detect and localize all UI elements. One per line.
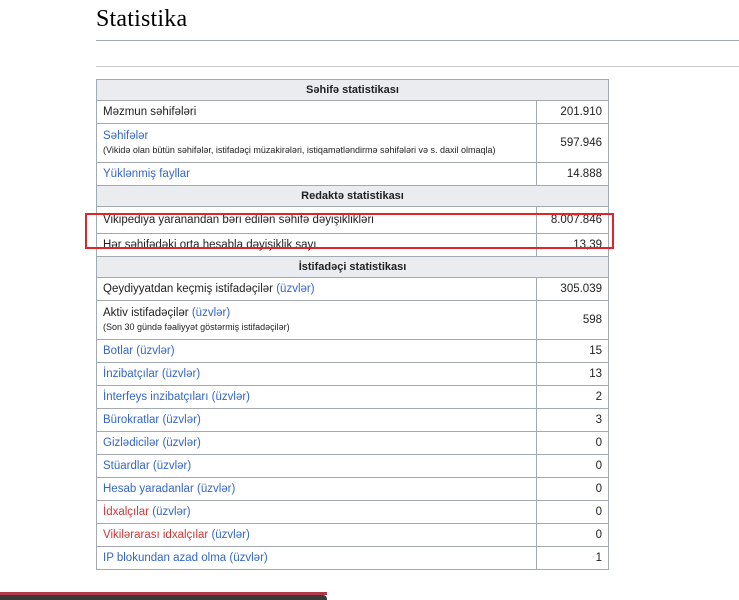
row-label-cell (97, 363, 537, 386)
group-link[interactable]: İnterfeys inzibatçıları (103, 391, 209, 403)
statistics-table (96, 79, 609, 570)
row-label-cell (97, 409, 537, 432)
group-link[interactable]: Gizlədicilər (103, 437, 160, 449)
table-row (97, 340, 609, 363)
group-link[interactable]: Bürokratlar (103, 414, 160, 426)
table-row (97, 432, 609, 455)
row-note: (Son 30 gündə fəaliyyət göstərmiş istifadəçilər) (103, 322, 290, 332)
row-label-cell (97, 386, 537, 409)
group-link[interactable]: İnzibatçılar (103, 368, 159, 380)
row-value: 0 (537, 524, 609, 547)
members-link[interactable]: (üzvlər) (276, 283, 315, 295)
row-label-cell (97, 455, 537, 478)
section-header-edits (97, 186, 609, 207)
members-link[interactable]: (üzvlər) (162, 437, 201, 449)
row-value: 0 (537, 478, 609, 501)
group-link[interactable]: IP blokundan azad olma (103, 552, 227, 564)
table-row (97, 501, 609, 524)
row-label-cell (97, 478, 537, 501)
uploaded-files-link[interactable]: Yüklənmiş fayllar (103, 168, 190, 180)
table-row (97, 101, 609, 124)
row-value: 13,39 (537, 234, 609, 257)
row-label-cell (97, 432, 537, 455)
table-row (97, 524, 609, 547)
row-label-cell (97, 278, 537, 301)
members-link[interactable]: (üzvlər) (211, 529, 250, 541)
table-row (97, 124, 609, 163)
row-value: 201.910 (537, 101, 609, 124)
row-value: 3 (537, 409, 609, 432)
row-label-cell (97, 163, 537, 186)
row-label-cell (97, 501, 537, 524)
group-link[interactable]: Botlar (103, 345, 134, 357)
group-link[interactable]: Hesab yaradanlar (103, 483, 194, 495)
row-value: 15 (537, 340, 609, 363)
members-link[interactable]: (üzvlər) (162, 414, 201, 426)
section-header-users (97, 257, 609, 278)
row-value: 1 (537, 547, 609, 570)
table-row (97, 409, 609, 432)
table-row-highlighted (97, 207, 609, 234)
members-link[interactable]: (üzvlər) (152, 460, 192, 472)
row-label-cell (97, 547, 537, 570)
row-label: Məzmun səhifələri (97, 101, 537, 124)
row-label-cell (97, 340, 537, 363)
table-row (97, 163, 609, 186)
row-label-cell (97, 301, 537, 340)
taskbar-strip (0, 595, 327, 600)
section-title: Redaktə statistikası (97, 186, 609, 207)
table-row (97, 455, 609, 478)
content-divider (96, 66, 739, 67)
members-link[interactable]: (üzvlər) (211, 391, 251, 403)
members-link[interactable]: (üzvlər) (196, 483, 236, 495)
row-label: Qeydiyyatdan keçmiş istifadəçilər (103, 283, 274, 295)
group-link[interactable]: Vikilərarası idxalçılar (103, 529, 209, 541)
table-row (97, 278, 609, 301)
table-row (97, 234, 609, 257)
row-value: 0 (537, 501, 609, 524)
section-header-pages (97, 80, 609, 101)
group-link[interactable]: İdxalçılar (103, 506, 150, 518)
section-title: İstifadəçi statistikası (97, 257, 609, 278)
page-title: Statistika (96, 6, 188, 32)
members-link[interactable]: (üzvlər) (229, 552, 268, 564)
row-value: 2 (537, 386, 609, 409)
table-row (97, 478, 609, 501)
row-value: 0 (537, 432, 609, 455)
row-value: 0 (537, 455, 609, 478)
row-note: (Vikidə olan bütün səhifələr, istifadəçi müzakirələri, istiqamətləndirmə səhifələri və s. daxil olmaqla) (103, 145, 496, 155)
section-title: Səhifə statistikası (97, 80, 609, 101)
row-value: 14.888 (537, 163, 609, 186)
members-link[interactable]: (üzvlər) (152, 506, 191, 518)
row-label-cell (97, 524, 537, 547)
table-row (97, 363, 609, 386)
group-link[interactable]: Stüardlar (103, 460, 150, 472)
row-label: Aktiv istifadəçilər (103, 307, 189, 319)
members-link[interactable]: (üzvlər) (191, 307, 231, 319)
row-value: 13 (537, 363, 609, 386)
row-value: 8.007.846 (537, 207, 609, 234)
members-link[interactable]: (üzvlər) (161, 368, 201, 380)
row-value: 305.039 (537, 278, 609, 301)
row-label: Hər səhifədəki orta hesabla dəyişiklik sayı (97, 234, 537, 257)
row-label: Vikipediya yaranandan bəri edilən səhifə dəyişiklikləri (97, 207, 537, 234)
table-row (97, 547, 609, 570)
row-label-cell (97, 124, 537, 163)
table-row (97, 301, 609, 340)
members-link[interactable]: (üzvlər) (136, 345, 175, 357)
pages-link[interactable]: Səhifələr (103, 130, 149, 142)
row-value: 597.946 (537, 124, 609, 163)
title-divider (96, 40, 739, 41)
row-value: 598 (537, 301, 609, 340)
table-row (97, 386, 609, 409)
